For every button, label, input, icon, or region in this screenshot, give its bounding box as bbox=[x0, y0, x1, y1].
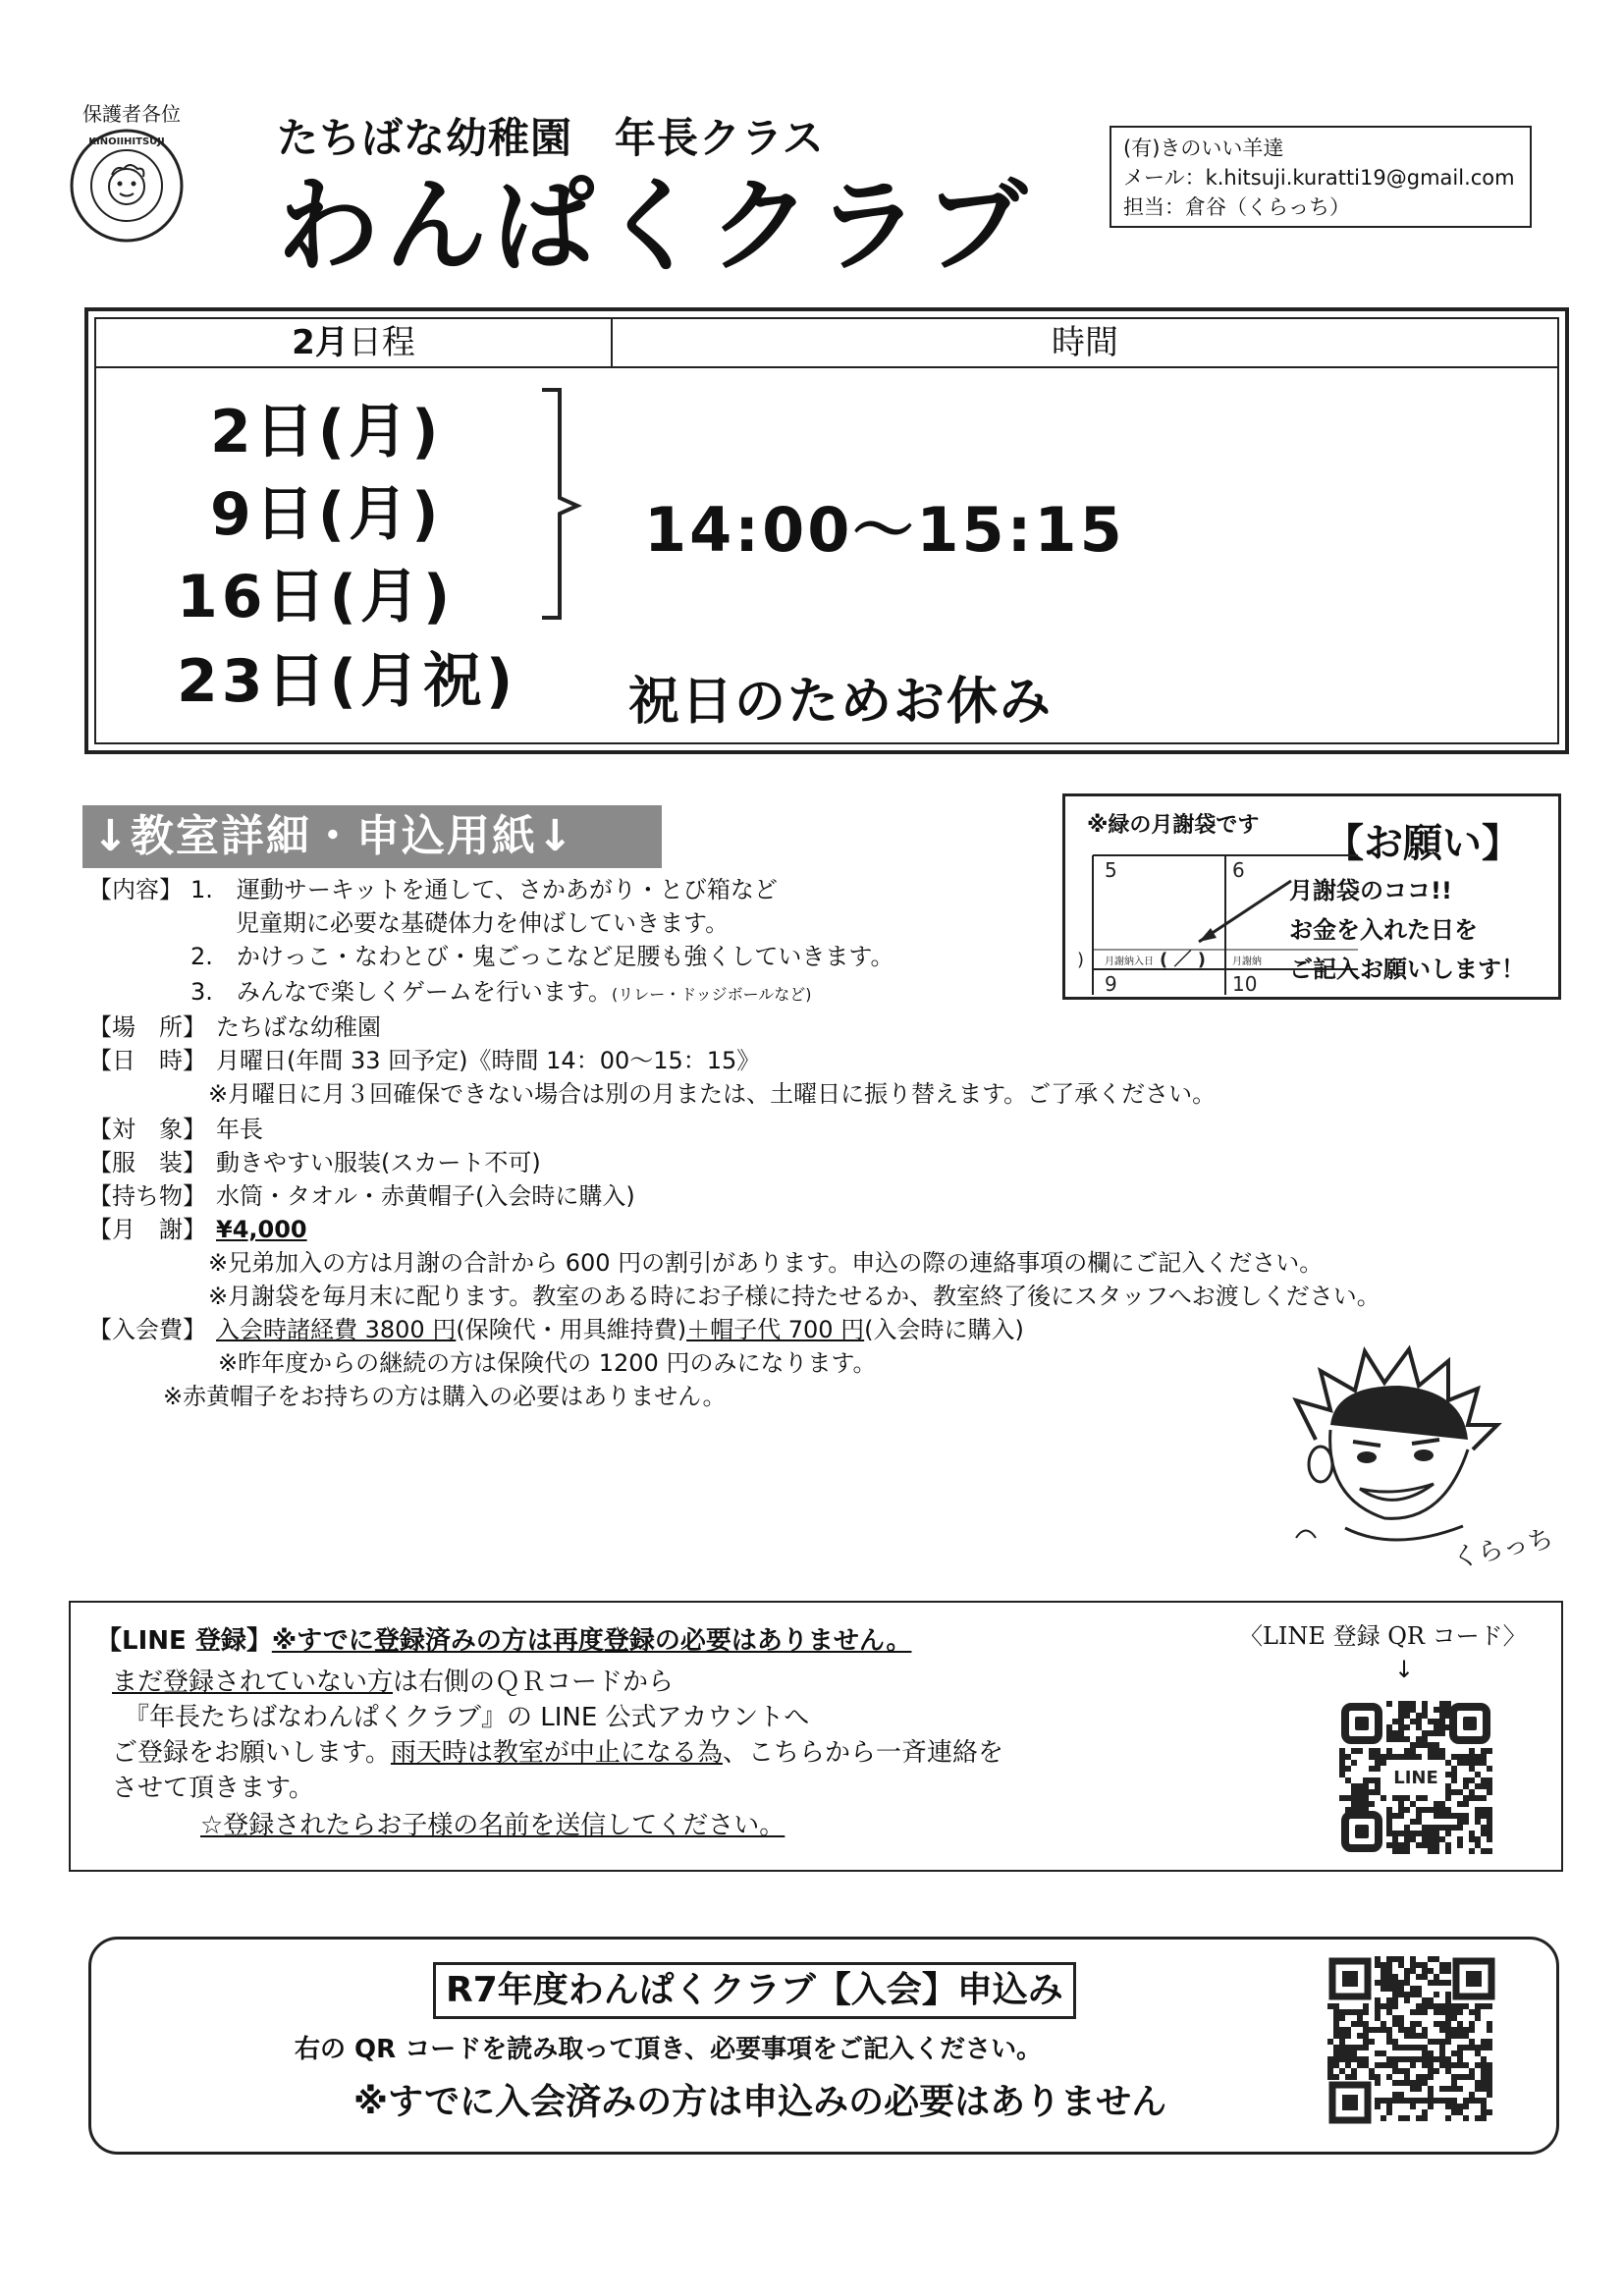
schedule-date: 16日(月) bbox=[177, 563, 455, 631]
club-name: わんぱくクラブ bbox=[277, 166, 1034, 286]
hat-fee-detail: (入会時に購入) bbox=[864, 1316, 1024, 1343]
line-text-5: ☆登録されたらお子様の名前を送信してください。 bbox=[200, 1811, 785, 1840]
clothes-label: 【服 装】 bbox=[88, 1149, 206, 1176]
fee-value: ¥4,000 bbox=[216, 1216, 307, 1243]
target-label: 【対 象】 bbox=[88, 1116, 206, 1143]
contact-email[interactable]: メール：k.hitsuji.kuratti19@gmail.com bbox=[1123, 166, 1515, 190]
schedule-date: 9日(月) bbox=[210, 480, 443, 549]
svg-text:): ) bbox=[1077, 950, 1085, 970]
content-item-2: 2. かけっこ・なわとび・鬼ごっこなど足腰も強くしていきます。 bbox=[190, 943, 894, 970]
admission-fee-detail: (保険代・用具維持費) bbox=[456, 1316, 687, 1343]
datetime-value: 月曜日(年間 33 回予定)《時間 14：00〜15：15》 bbox=[216, 1047, 761, 1074]
cell-5: 5 bbox=[1105, 858, 1117, 882]
line-text-2: 『年長たちばなわんぱくクラブ』の LINE 公式アカウントへ bbox=[124, 1703, 810, 1732]
line-text-1a: まだ登録されていない方 bbox=[112, 1667, 394, 1697]
header-time: 時間 bbox=[1052, 323, 1118, 362]
bracket-icon bbox=[538, 386, 585, 622]
envelope-notice bbox=[1062, 793, 1561, 1000]
datetime-note: ※月曜日に月３回確保できない場合は別の月または、土曜日に振り替えます。ご了承ください。 bbox=[208, 1080, 1217, 1108]
clothes-value: 動きやすい服装(スカート不可) bbox=[216, 1149, 541, 1176]
application-title: R7年度わんぱくクラブ【入会】申込み bbox=[433, 1962, 1076, 2019]
line-registration-title bbox=[96, 1624, 911, 1658]
pointer-line: 月謝袋のココ!! bbox=[1289, 877, 1452, 904]
cell-9: 9 bbox=[1105, 972, 1117, 996]
contact-person: 担当：倉谷（くらっち） bbox=[1123, 195, 1350, 219]
field-label: 月謝納入日 bbox=[1105, 957, 1154, 967]
line-text-4: させて頂きます。 bbox=[112, 1774, 314, 1803]
line-qr-label: 〈LINE 登録 QR コード〉 bbox=[1239, 1622, 1527, 1650]
hat-fee: ＋帽子代 700 円 bbox=[686, 1316, 865, 1343]
line-text-3b: 雨天時は教室が中止になる為 bbox=[390, 1738, 723, 1768]
admission-label: 【入会費】 bbox=[88, 1316, 206, 1343]
fee-label: 【月 謝】 bbox=[88, 1216, 206, 1243]
header-date bbox=[96, 319, 613, 366]
application-note: ※すでに入会済みの方は申込みの必要はありません bbox=[353, 2082, 1167, 2122]
content-item-3 bbox=[190, 976, 812, 1011]
schedule-date: 2日(月) bbox=[210, 398, 443, 466]
line-text-1b: は右側のＱＲコードから bbox=[393, 1667, 675, 1697]
content-label: 【内容】 bbox=[88, 876, 183, 903]
cell-6: 6 bbox=[1232, 858, 1245, 882]
line-label-note: ※すでに登録済みの方は再度登録の必要はありません。 bbox=[271, 1626, 912, 1656]
contact-box bbox=[1110, 126, 1532, 228]
line-qr-code[interactable] bbox=[1339, 1701, 1492, 1854]
place-value: たちばな幼稚園 bbox=[216, 1013, 381, 1041]
arrow-down-icon: ↓ bbox=[1394, 1656, 1415, 1683]
admission-value bbox=[216, 1314, 1024, 1345]
header-month: 2月 bbox=[292, 323, 349, 362]
company-name: (有)きのいい羊達 bbox=[1123, 137, 1284, 160]
line-text-3c: 、こちらから一斉連絡を bbox=[722, 1738, 1003, 1768]
admission-note: ※赤黄帽子をお持ちの方は購入の必要はありません。 bbox=[163, 1383, 727, 1410]
request-title: 【お願い】 bbox=[1325, 821, 1521, 866]
fee-note: ※月謝袋を毎月末に配ります。教室のある時にお子様に持たせるか、教室終了後にスタッフへお渡しください。 bbox=[208, 1283, 1380, 1310]
place-label: 【場 所】 bbox=[88, 1013, 206, 1041]
items-label: 【持ち物】 bbox=[88, 1182, 206, 1210]
line-logo-text: LINE bbox=[1393, 1768, 1438, 1788]
schedule-date: 23日(月祝) bbox=[177, 647, 517, 716]
pointer-line: お金を入れた日を bbox=[1289, 916, 1478, 944]
datetime-label: 【日 時】 bbox=[88, 1047, 206, 1074]
content-item-1-cont: 児童期に必要な基礎体力を伸ばしていきます。 bbox=[236, 909, 730, 937]
cell-10: 10 bbox=[1232, 972, 1258, 996]
application-qr-code[interactable] bbox=[1327, 1956, 1496, 2125]
pointer-line: ご記入お願いします！ bbox=[1289, 956, 1525, 983]
logo-text: KINOIIHITSUJI bbox=[88, 137, 165, 147]
line-label: 【LINE 登録】 bbox=[96, 1626, 272, 1656]
content-item-3-text: 3. みんなで楽しくゲームを行います。 bbox=[190, 978, 612, 1006]
items-value: 水筒・タオル・赤黄帽子(入会時に購入) bbox=[216, 1182, 635, 1210]
field-label-right: 月謝納 bbox=[1232, 957, 1262, 967]
mascot-illustration bbox=[1276, 1332, 1556, 1577]
line-text-1 bbox=[112, 1666, 674, 1699]
fee-note: ※兄弟加入の方は月謝の合計から 600 円の割引があります。申込の際の連絡事項の欄にご記入ください。 bbox=[208, 1249, 1324, 1277]
admission-note: ※昨年度からの継続の方は保険代の 1200 円のみになります。 bbox=[218, 1349, 877, 1377]
school-class-title: たちばな幼稚園 年長クラス bbox=[277, 114, 825, 162]
details-heading: ↓教室詳細・申込用紙↓ bbox=[82, 805, 662, 868]
content-item-1: 1. 運動サーキットを通して、さかあがり・とび箱など bbox=[190, 876, 778, 903]
application-instruction: 右の QR コードを読み取って頂き、必要事項をご記入ください。 bbox=[295, 2035, 1043, 2064]
mascot-name: くらっち bbox=[1449, 1523, 1556, 1574]
line-text-3 bbox=[112, 1736, 1003, 1770]
club-logo bbox=[69, 128, 185, 244]
schedule-header bbox=[96, 319, 1557, 368]
field-value: ( ／ ) bbox=[1160, 950, 1206, 970]
class-time: 14:00〜15:15 bbox=[644, 494, 1125, 566]
admission-fee: 入会時諸経費 3800 円 bbox=[216, 1316, 457, 1343]
recipient: 保護者各位 bbox=[82, 102, 181, 126]
holiday-note: 祝日のためお休み bbox=[628, 673, 1054, 732]
header-date-label: 日程 bbox=[348, 323, 415, 362]
envelope-pointer-text bbox=[1289, 871, 1525, 989]
target-value: 年長 bbox=[216, 1116, 263, 1143]
line-text-3a: ご登録をお願いします。 bbox=[112, 1738, 391, 1768]
content-item-3-note: (リレー・ドッジボールなど) bbox=[611, 985, 812, 1004]
envelope-caption: ※緑の月謝袋です bbox=[1087, 813, 1260, 838]
